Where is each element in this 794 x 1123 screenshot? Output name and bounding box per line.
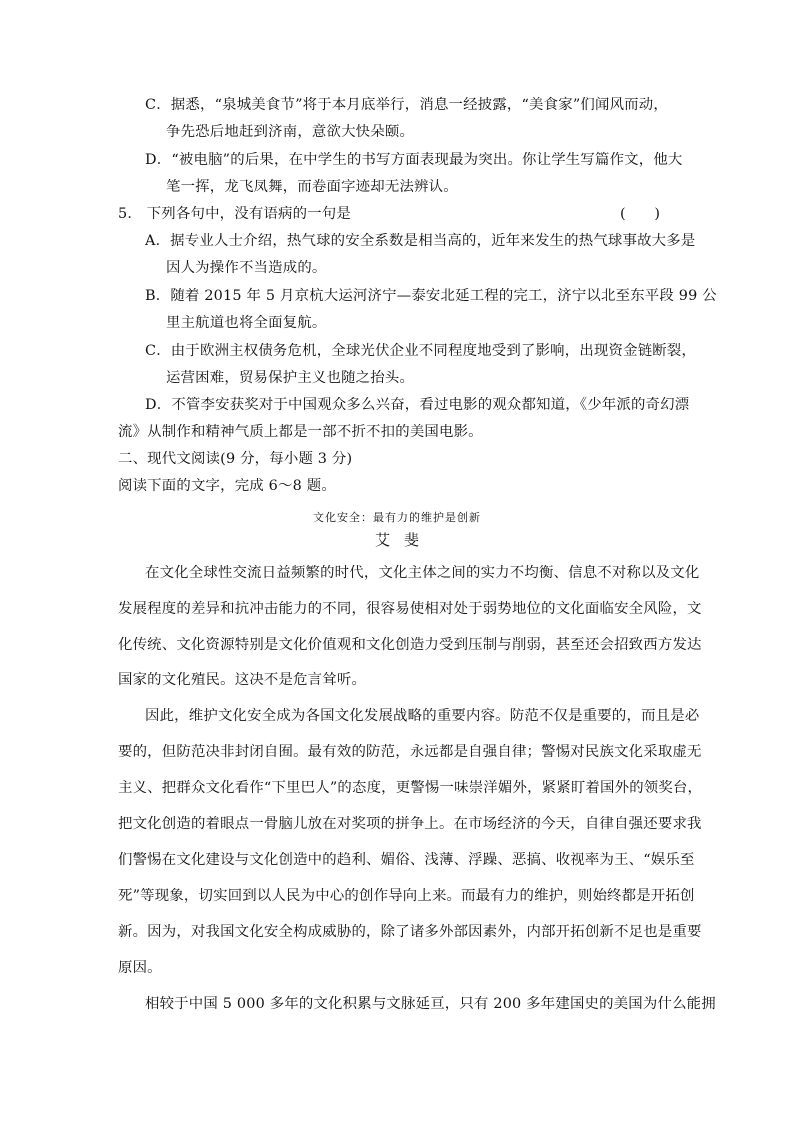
p2-line3: 主义、把群众文化看作“下里巴人”的态度，更警惕一味崇洋媚外，紧紧盯着国外的领奖台， <box>118 780 703 796</box>
q5-option-b-line1: B．随着 2015 年 5 月京杭大运河济宁—泰安北延工程的完工，济宁以北至东平段 99 公 <box>145 288 717 304</box>
p2-line7: 新。因为，对我国文化安全构成威胁的，除了诸多外部因素外，内部开拓创新不足也是重要 <box>118 924 702 940</box>
p2-line2: 要的，但防范决非封闭自囿。最有效的防范，永远都是自强自律；警惕对民族文化采取虚无 <box>118 744 702 760</box>
p1-line3: 化传统、文化资源特别是文化价值观和文化创造力受到压制与削弱，甚至还会招致西方发达 <box>118 637 702 653</box>
reading-instruction: 阅读下面的文字，完成 6～8 题。 <box>118 478 336 494</box>
q4-option-d-line1: D．“被电脑”的后果，在中学生的书写方面表现最为突出。你让学生写篇作文，他大 <box>145 152 683 168</box>
p1-line2: 发展程度的差异和抗冲击能力的不同，很容易使相对处于弱势地位的文化面临安全风险，文 <box>118 601 702 617</box>
q5-option-a-line2: 因人为操作不当造成的。 <box>166 260 327 276</box>
q5-option-c-line1: C．由于欧洲主权债务危机，全球光伏企业不同程度地受到了影响，出现资金链断裂， <box>145 343 697 359</box>
p2-line4: 把文化创造的着眼点一骨脑儿放在对奖项的拼争上。在市场经济的今天，自律自强还要求我 <box>118 816 702 832</box>
section-heading: 二、现代文阅读(9 分，每小题 3 分) <box>118 451 353 467</box>
p1-line1: 在文化全球性交流日益频繁的时代，文化主体之间的实力不均衡、信息不对称以及文化 <box>145 565 700 581</box>
p2-line6: 死”等现象，切实回到以人民为中心的创作导向上来。而最有力的维护，则始终都是开拓创 <box>118 888 695 904</box>
q5-answer-paren: ( ) <box>620 206 661 222</box>
q5-stem: 5． 下列各句中，没有语病的一句是 <box>118 206 351 222</box>
q4-option-d-line2: 笔一挥，龙飞凤舞，而卷面字迹却无法辨认。 <box>166 179 458 195</box>
article-title: 文化安全：最有力的维护是创新 <box>313 511 481 524</box>
q5-option-a-line1: A．据专业人士介绍，热气球的安全系数是相当高的，近年来发生的热气球事故大多是 <box>145 233 696 249</box>
q4-option-c-line1: C．据悉，“泉城美食节”将于本月底举行，消息一经披露，“美食家”们闻风而动， <box>145 97 668 113</box>
q5-option-b-line2: 里主航道也将全面复航。 <box>166 315 327 331</box>
article-author: 艾斐 <box>374 531 433 549</box>
q5-option-d-line1: D．不管李安获奖对于中国观众多么兴奋，看过电影的观众都知道，《少年派的奇幻漂 <box>145 397 690 413</box>
q5-option-d-line2: 流》从制作和精神气质上都是一部不折不扣的美国电影。 <box>118 424 483 440</box>
p3-line1: 相较于中国 5 000 多年的文化积累与文脉延亘，只有 200 多年建国史的美国为什么能拥 <box>145 996 716 1012</box>
p1-line4: 国家的文化殖民。这决不是危言耸听。 <box>118 672 367 688</box>
p2-line5: 们警惕在文化建设与文化创造中的趋利、媚俗、浅薄、浮躁、恶搞、收视率为王、“娱乐至 <box>118 852 695 868</box>
p2-line1: 因此，维护文化安全成为各国文化发展战略的重要内容。防范不仅是重要的，而且是必 <box>145 708 700 724</box>
p2-line8: 原因。 <box>118 960 162 976</box>
q4-option-c-line2: 争先恐后地赶到济南，意欲大快朵颐。 <box>166 124 415 140</box>
q5-option-c-line2: 运营困难，贸易保护主义也随之抬头。 <box>166 370 415 386</box>
